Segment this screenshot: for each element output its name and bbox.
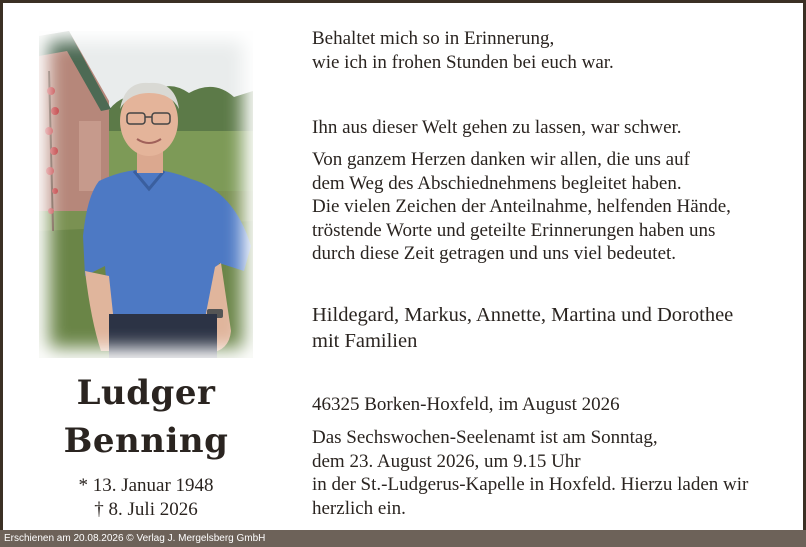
thanks-line: tröstende Worte und geteilte Erinnerungen haben uns <box>312 219 716 241</box>
farewell-line: Ihn aus dieser Welt gehen zu lassen, war schwer. <box>312 117 682 138</box>
place-date <box>312 393 792 417</box>
farewell-sentence <box>312 116 792 140</box>
publication-footer: Erschienen am 20.08.2026 © Verlag J. Mergelsberg GmbH <box>0 530 806 547</box>
thanks-line: dem Weg des Abschiednehmens begleitet haben. <box>312 172 682 194</box>
service-line: in der St.-Ludgerus-Kapelle in Hoxfeld. Hierzu laden wir <box>312 474 749 495</box>
place-date-line: 46325 Borken-Hoxfeld, im August 2026 <box>312 394 620 415</box>
quote-line: wie ich in frohen Stunden bei euch war. <box>312 51 614 73</box>
memorial-quote <box>312 27 792 74</box>
portrait-image <box>39 31 253 358</box>
first-name: Ludger <box>76 373 216 413</box>
birth-date: * 13. Januar 1948 <box>78 475 214 496</box>
quote-line: Behaltet mich so in Erinnerung, <box>312 28 555 49</box>
service-announcement <box>312 426 792 520</box>
family-signature <box>312 302 792 354</box>
thanks-line: Die vielen Zeichen der Anteilnahme, helfenden Hände, <box>312 196 731 217</box>
portrait-photo <box>39 31 253 358</box>
thanks-line: durch diese Zeit getragen und uns viel bedeutet. <box>312 243 677 264</box>
family-line: mit Familien <box>312 330 418 352</box>
death-date: † 8. Juli 2026 <box>94 499 198 520</box>
service-line: dem 23. August 2026, um 9.15 Uhr <box>312 450 581 472</box>
thanks-paragraph <box>312 148 792 266</box>
last-name: Benning <box>63 421 229 461</box>
service-line: herzlich ein. <box>312 497 406 519</box>
family-line: Hildegard, Markus, Annette, Martina und Dorothee <box>312 304 734 326</box>
thanks-line: Von ganzem Herzen danken wir allen, die uns auf <box>312 149 690 170</box>
service-line: Das Sechswochen-Seelenamt ist am Sonntag, <box>312 427 658 448</box>
